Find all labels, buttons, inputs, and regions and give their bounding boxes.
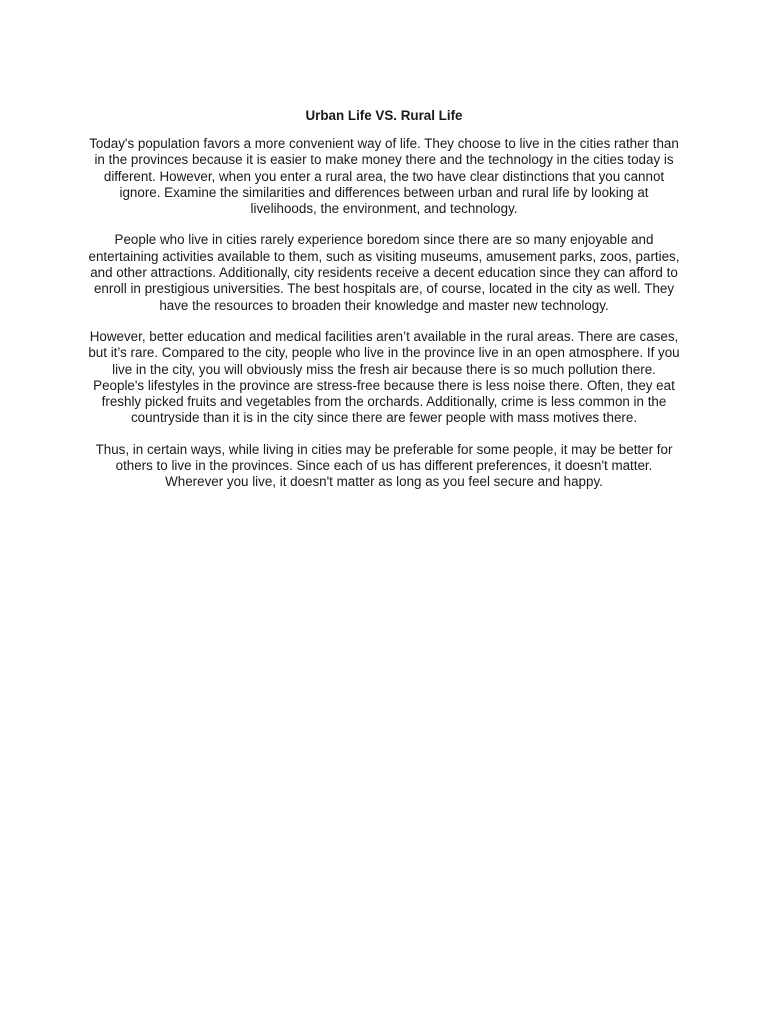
document-title: Urban Life VS. Rural Life — [305, 108, 463, 123]
paragraph-rural: However, better education and medical facilities aren’t available in the rural areas. There are cases, but it’s rare. Compared to the city, people who live in the province live in an open atmosphere. If you live in the city, you will obviously miss the fresh air because there is so much pollution there. People's lifestyles in the province are stress-free because there is less noise there. Often, they eat freshly picked fruits and vegetables from the orchards. Additionally, crime is less common in the countryside than it is in the city since there are fewer people with mass motives there. — [88, 328, 680, 426]
paragraph-urban: People who live in cities rarely experience boredom since there are so many enjoyable and entertaining activities available to them, such as visiting museums, amusement parks, zoos, parties, and other attractions. Additionally, city residents receive a decent education since they can afford to enroll in prestigious universities. The best hospitals are, of course, located in the city as well. They have the resources to broaden their knowledge and master new technology. — [88, 232, 680, 313]
document-body — [88, 108, 680, 506]
paragraph-conclusion: Thus, in certain ways, while living in cities may be preferable for some people, it may be better for others to live in the provinces. Since each of us has different preferences, it doesn't matter. Wherever you live, it doesn't matter as long as you feel secure and happy. — [95, 441, 673, 490]
paragraph-intro: Today's population favors a more convenient way of life. They choose to live in the cities rather than in the provinces because it is easier to make money there and the technology in the cities today is different. However, when you enter a rural area, the two have clear distinctions that you cannot ignore. Examine the similarities and differences between urban and rural life by looking at livelihoods, the environment, and technology. — [89, 136, 679, 217]
